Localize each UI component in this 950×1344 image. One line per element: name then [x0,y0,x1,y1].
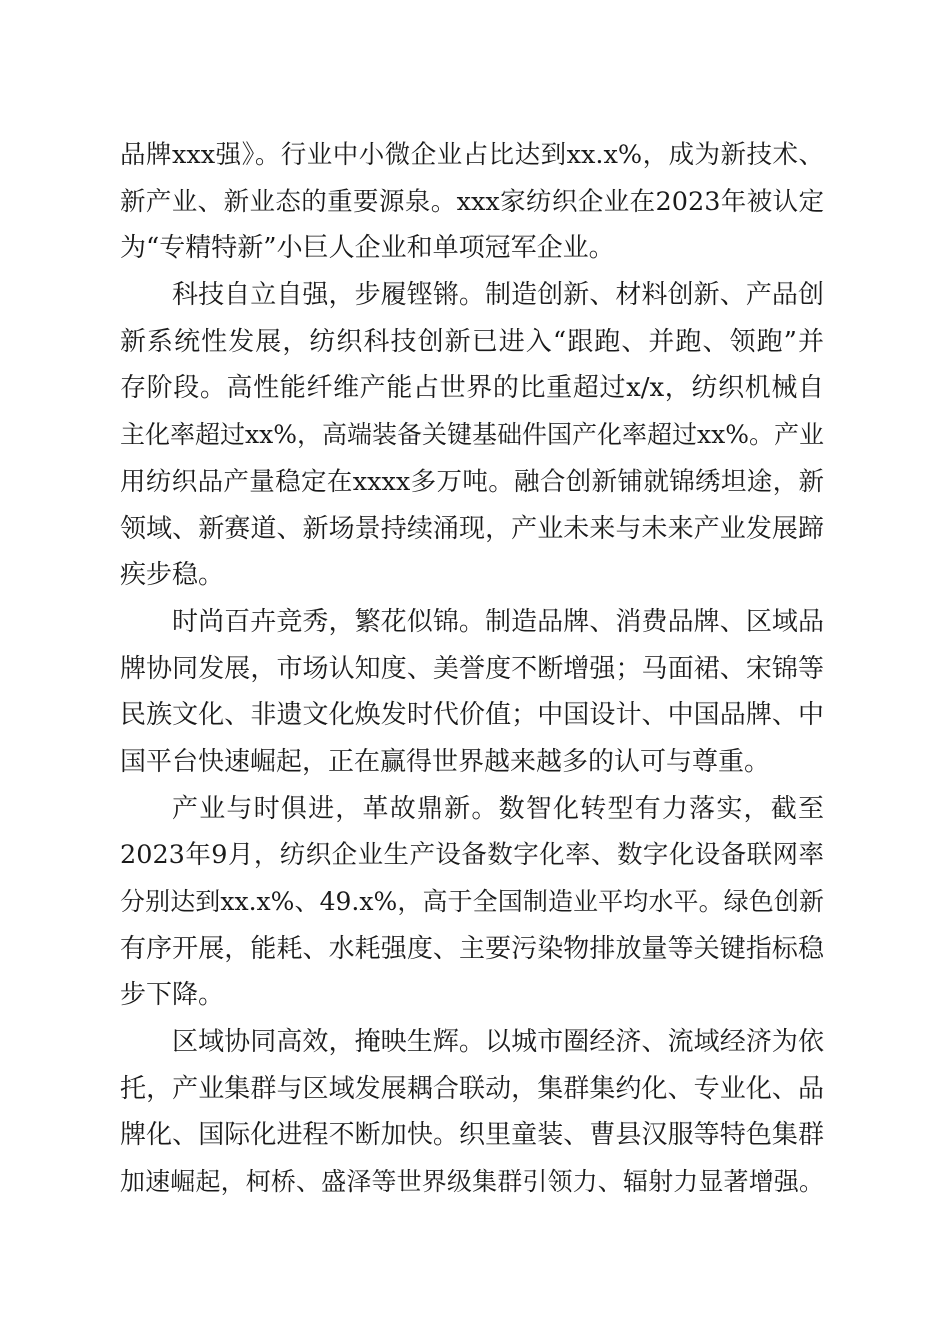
document-body [120,132,824,1206]
text-line: 牌化、国际化进程不断加快。织里童装、曹县汉服等特色集群 [120,1120,824,1151]
text-line: 有序开展，能耗、水耗强度、主要污染物排放量等关键指标稳 [120,933,824,964]
text-line: 托，产业集群与区域发展耦合联动，集群集约化、专业化、品 [120,1073,824,1104]
text-line: 产业与时俱进，革故鼎新。数智化转型有力落实，截至 [172,793,824,824]
text-line: 领域、新赛道、新场景持续涌现，产业未来与未来产业发展蹄 [120,513,824,544]
paragraph-4 [120,786,824,1019]
text-line: 牌协同发展，市场认知度、美誉度不断增强；马面裙、宋锦等 [120,653,824,684]
text-line: 疾步稳。 [120,560,225,591]
text-line: 区域协同高效，掩映生辉。以城市圈经济、流域经济为依 [172,1027,824,1058]
text-line: 为“专精特新”小巨人企业和单项冠军企业。 [120,233,615,264]
text-line: 国平台快速崛起，正在赢得世界越来越多的认可与尊重。 [120,746,771,777]
paragraph-5 [120,1019,824,1206]
paragraph-3 [120,599,824,786]
text-line: 时尚百卉竞秀，繁花似锦。制造品牌、消费品牌、区域品 [172,606,824,637]
text-line: 存阶段。高性能纤维产能占世界的比重超过x/x，纺织机械自 [120,373,824,404]
text-line: 2023年9月，纺织企业生产设备数字化率、数字化设备联网率 [120,840,824,871]
text-line: 科技自立自强，步履铿锵。制造创新、材料创新、产品创 [172,280,824,311]
text-line: 主化率超过xx%，高端装备关键基础件国产化率超过xx%。产业 [120,420,824,450]
paragraph-1 [120,132,824,272]
text-line: 新系统性发展，纺织科技创新已进入“跟跑、并跑、领跑”并 [120,326,824,357]
text-line: 分别达到xx.x%、49.x%，高于全国制造业平均水平。绿色创新 [120,887,824,916]
text-line: 品牌xxx强》。行业中小微企业占比达到xx.x%，成为新技术、 [120,140,824,170]
text-line: 新产业、新业态的重要源泉。xxx家纺织企业在2023年被认定 [120,186,824,217]
text-line: 民族文化、非遗文化焕发时代价值；中国设计、中国品牌、中 [120,700,824,731]
paragraph-2 [120,272,824,599]
text-line: 步下降。 [120,980,225,1011]
text-line: 用纺织品产量稳定在xxxx多万吨。融合创新铺就锦绣坦途，新 [120,466,824,497]
text-line: 加速崛起，柯桥、盛泽等世界级集群引领力、辐射力显著增强。 [120,1167,824,1197]
